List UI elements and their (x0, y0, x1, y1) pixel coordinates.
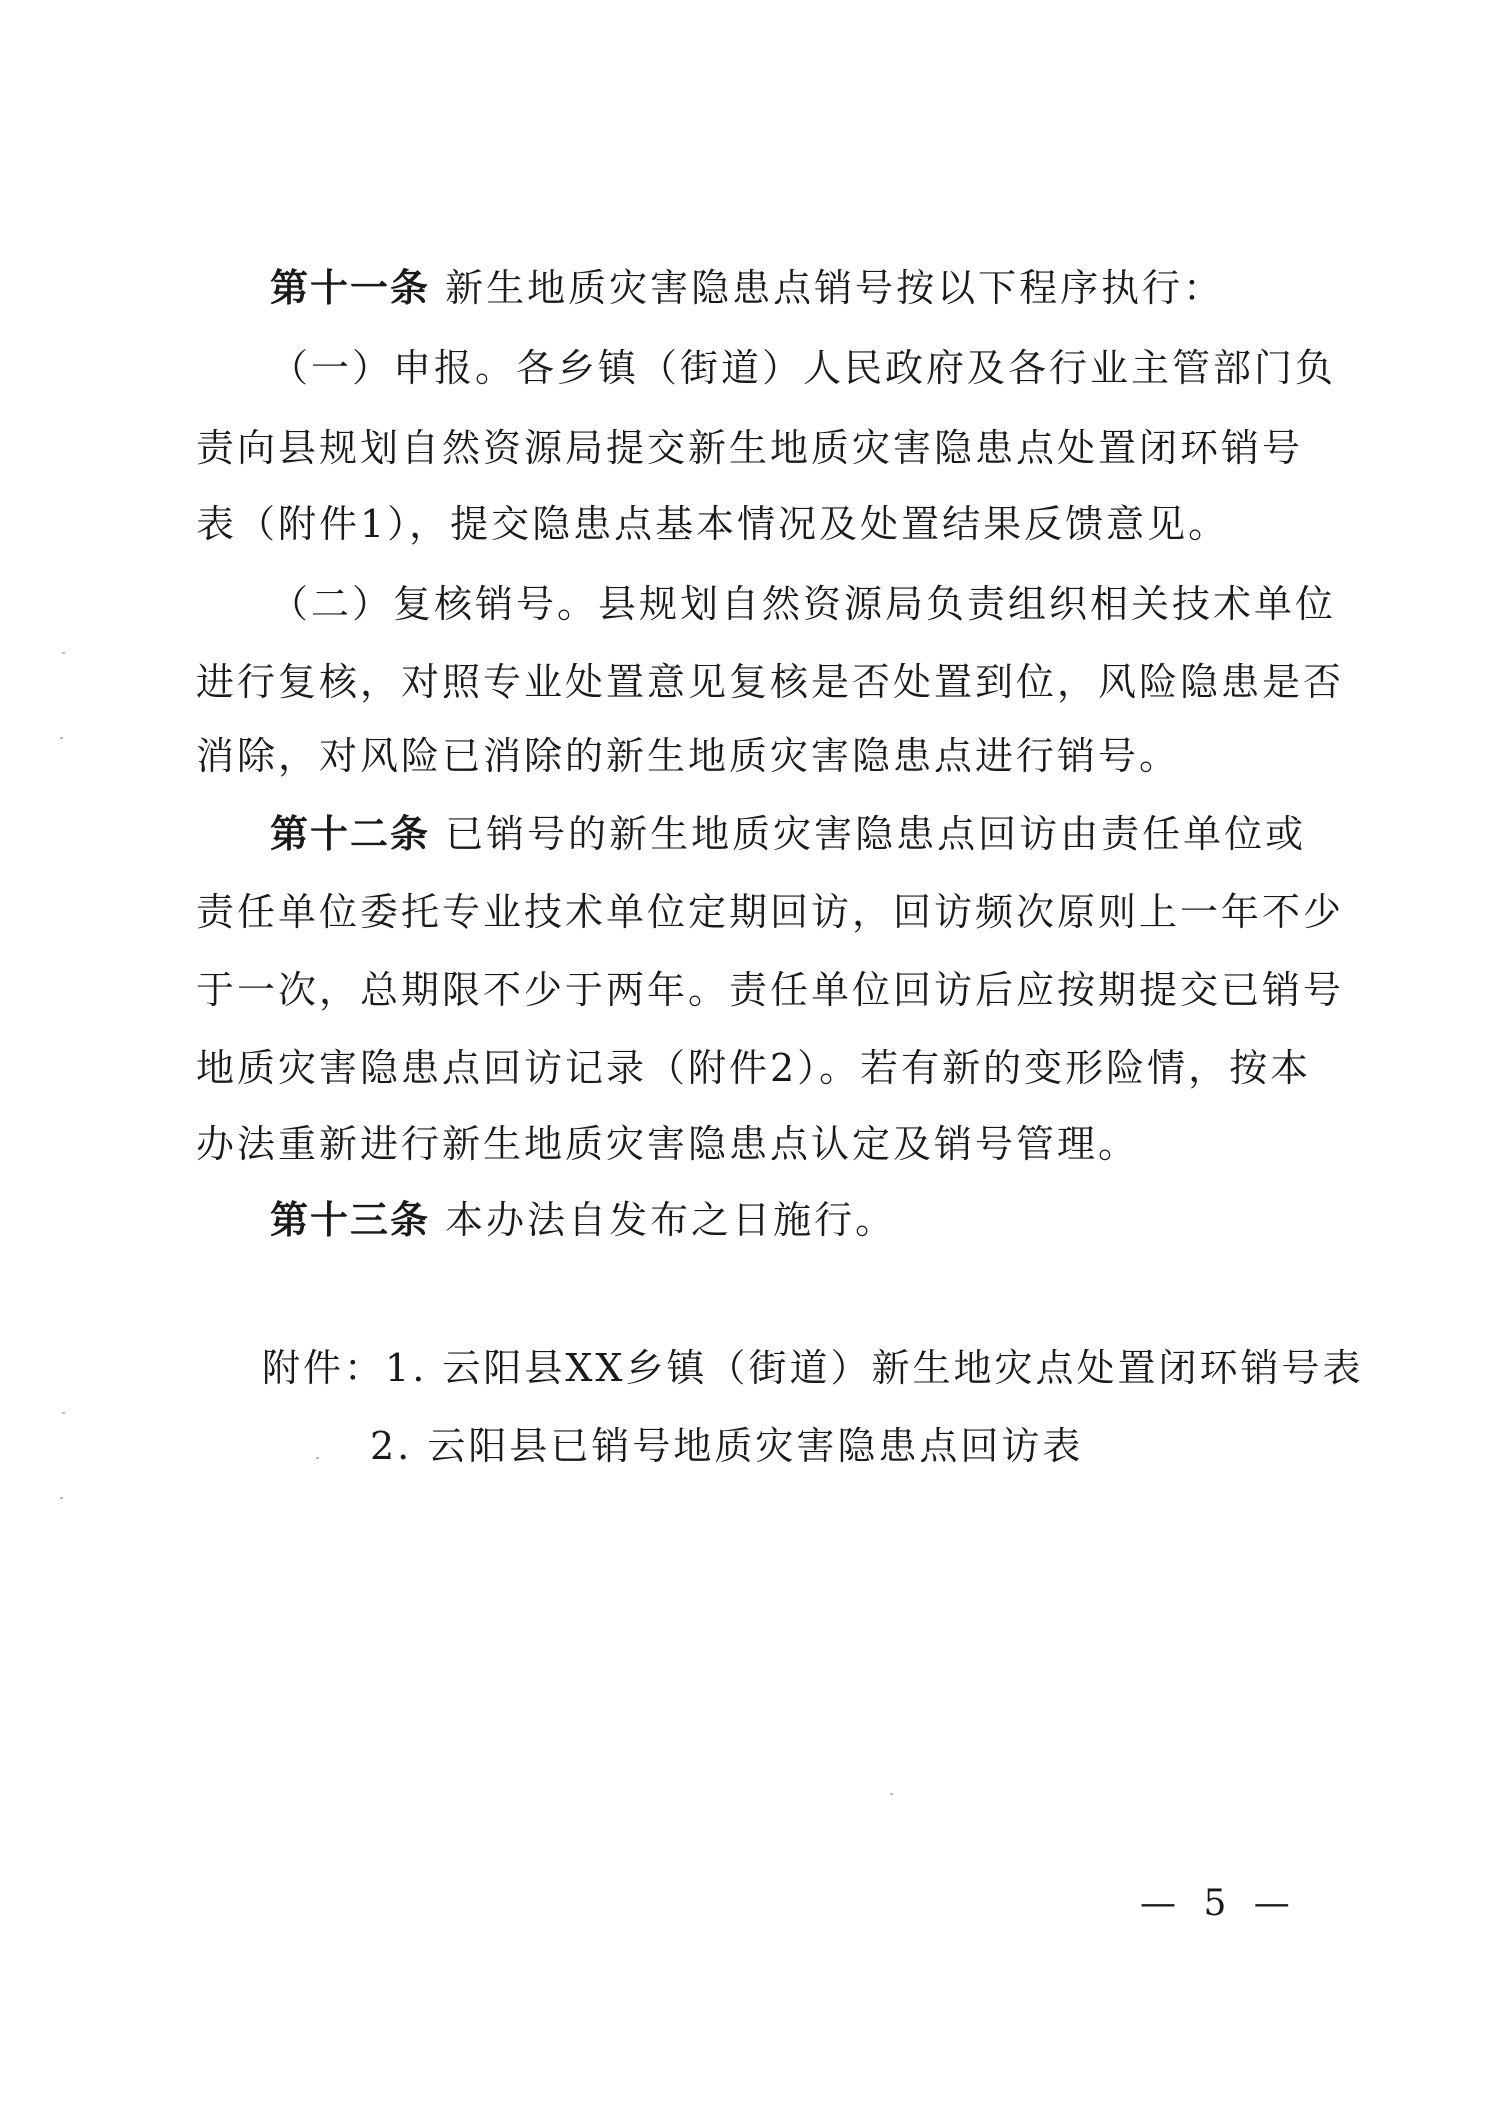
scan-speck (62, 1412, 65, 1414)
article-12-text-1: 已销号的新生地质灾害隐患点回访由责任单位或 (445, 812, 1307, 856)
article-13-heading: 第十三条 (270, 1198, 431, 1242)
article-11-heading: 第十一条 (270, 266, 431, 310)
attachment-line-1 (262, 1344, 1363, 1392)
article-12-line-3: 于一次，总期限不少于两年。责任单位回访后应按期提交已销号 (196, 968, 1345, 1012)
article-11-item-2-line-2: 进行复核，对照专业处置意见复核是否处置到位，风险隐患是否 (196, 660, 1345, 704)
article-11-item-1-line-1: （一）申报。各乡镇（街道）人民政府及各行业主管部门负 (270, 346, 1337, 390)
article-12-line-5: 办法重新进行新生地质灾害隐患点认定及销号管理。 (196, 1122, 1140, 1166)
article-12-line-2: 责任单位委托专业技术单位定期回访，回访频次原则上一年不少 (196, 890, 1345, 934)
attachment-item-2: 2. 云阳县已销号地质灾害隐患点回访表 (370, 1424, 1084, 1468)
article-11-item-2-line-3: 消除，对风险已消除的新生地质灾害隐患点进行销号。 (196, 734, 1181, 778)
attachment-item-1: 1. 云阳县XX乡镇（街道）新生地灾点处置闭环销号表 (385, 1346, 1364, 1390)
scan-speck (60, 737, 63, 739)
scan-speck (60, 1497, 63, 1499)
scan-speck (890, 1793, 893, 1795)
article-11-heading-line (270, 264, 1380, 312)
article-11-intro: 新生地质灾害隐患点销号按以下程序执行： (445, 266, 1225, 310)
article-12-line-4: 地质灾害隐患点回访记录（附件2）。若有新的变形险情，按本 (196, 1046, 1312, 1090)
article-12-heading: 第十二条 (270, 812, 431, 856)
page-number: — 5 — (1140, 1883, 1298, 1924)
article-11-item-1-line-2: 责向县规划自然资源局提交新生地质灾害隐患点处置闭环销号 (196, 426, 1304, 470)
article-12-line-1 (270, 810, 1380, 858)
article-11-item-1-line-3: 表（附件1），提交隐患点基本情况及处置结果反馈意见。 (196, 502, 1230, 546)
attachments-label: 附件： (262, 1346, 386, 1390)
scan-speck (62, 652, 65, 654)
article-13-text: 本办法自发布之日施行。 (445, 1198, 897, 1242)
article-11-item-2-line-1: （二）复核销号。县规划自然资源局负责组织相关技术单位 (270, 582, 1337, 626)
scan-speck (316, 1457, 319, 1459)
article-13-line (270, 1196, 1380, 1244)
